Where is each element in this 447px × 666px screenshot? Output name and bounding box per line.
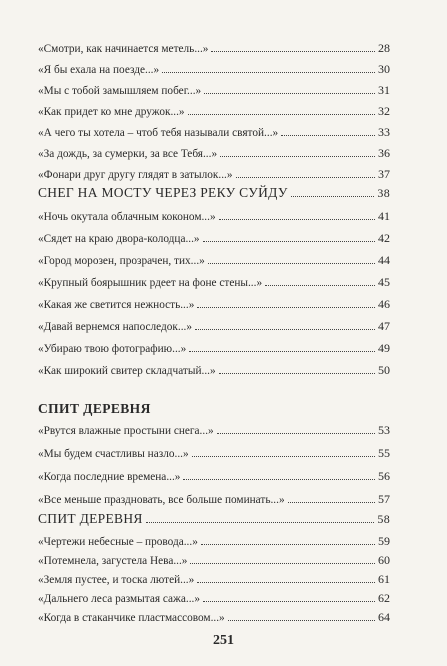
toc-entry-page: 45 — [378, 275, 390, 289]
dot-leader — [208, 253, 375, 264]
toc-entry — [38, 62, 390, 77]
toc-entry-page: 49 — [378, 341, 390, 355]
page-number: 251 — [213, 633, 234, 648]
dot-leader — [219, 209, 375, 220]
section-title: СПИТ ДЕРЕВНЯ — [38, 511, 143, 526]
toc-entry — [38, 319, 390, 334]
toc-entry-title: «Когда последние времена...» — [38, 471, 181, 483]
toc-entry-page: 50 — [378, 363, 390, 377]
toc-entry — [38, 209, 390, 224]
toc-entry — [38, 275, 390, 290]
dot-leader — [204, 83, 375, 94]
toc-entry — [38, 363, 390, 378]
toc-entry-page: 61 — [378, 572, 390, 586]
dot-leader — [228, 610, 375, 621]
toc-entry — [38, 146, 390, 161]
dot-leader — [265, 275, 375, 286]
dot-leader — [192, 446, 375, 457]
toc-entry-page: 30 — [378, 62, 390, 76]
toc-entry-title: «Как придет ко мне дружок...» — [38, 106, 185, 118]
section-title: СНЕГ НА МОСТУ ЧЕРЕЗ РЕКУ СУЙДУ — [38, 185, 288, 200]
toc-entry-title: «Мы будем счастливы назло...» — [38, 448, 189, 460]
toc-entry-title: «Как широкий свитер складчатый...» — [38, 365, 216, 377]
toc-entry — [38, 253, 390, 268]
toc-entry-page: 62 — [378, 591, 390, 605]
toc-entry — [38, 553, 390, 568]
dot-leader — [183, 469, 375, 480]
dot-leader — [217, 423, 375, 434]
toc-entry-title: «Чертежи небесные – провода...» — [38, 536, 198, 548]
toc-entry-title: «Когда в стаканчике пластмассовом...» — [38, 612, 225, 624]
toc-entry-page: 58 — [377, 512, 390, 526]
toc-entry-page: 36 — [378, 146, 390, 160]
toc-entry — [38, 534, 390, 549]
dot-leader — [201, 534, 375, 545]
toc-entry — [38, 125, 390, 140]
toc-entry-title: «За дождь, за сумерки, за все Тебя...» — [38, 148, 218, 160]
toc-entry-page: 53 — [378, 423, 390, 437]
toc-section-entry — [38, 512, 390, 526]
toc-entry-title: «А чего ты хотела – чтоб тебя называли святой...» — [38, 127, 279, 139]
toc-entry — [38, 83, 390, 98]
toc-entry-title: «Рвутся влажные простыни снега...» — [38, 425, 214, 437]
toc-entry-title: «Дальнего леса размытая сажа...» — [38, 593, 200, 605]
dot-leader — [189, 341, 375, 352]
toc-entry-page: 42 — [378, 231, 390, 245]
toc-entry-page: 37 — [378, 167, 390, 181]
toc-entry-title: «Давай вернемся напоследок...» — [38, 321, 193, 333]
dot-leader — [281, 125, 375, 136]
toc-entry-page: 32 — [378, 104, 390, 118]
dot-leader — [146, 512, 375, 523]
dot-leader — [188, 104, 375, 115]
toc-entry-page: 56 — [378, 469, 390, 483]
toc-entry-page: 59 — [378, 534, 390, 548]
toc-entry — [38, 572, 390, 587]
toc-entry — [38, 167, 390, 182]
toc-entry-title: «Потемнела, загустела Нева...» — [38, 555, 188, 567]
toc-entry — [38, 446, 390, 461]
toc-entry — [38, 104, 390, 119]
dot-leader — [203, 591, 375, 602]
toc-entry-title: «Земля пустее, и тоска лютей...» — [38, 574, 195, 586]
toc-entry — [38, 610, 390, 625]
dot-leader — [220, 146, 375, 157]
toc-entry-title: «Мы с тобой замышляем побег...» — [38, 85, 202, 97]
toc-entry-page: 46 — [378, 297, 390, 311]
toc-entry-title: «Крупный боярышник рдеет на фоне стены...» — [38, 277, 263, 289]
toc-entry-page: 57 — [378, 492, 390, 506]
dot-leader — [291, 186, 375, 197]
toc-entry-title: «Город морозен, прозрачен, тих...» — [38, 255, 205, 267]
toc-entry — [38, 341, 390, 356]
dot-leader — [203, 231, 375, 242]
toc-entry-page: 47 — [378, 319, 390, 333]
toc-entry-title: «Убираю твою фотографию...» — [38, 343, 187, 355]
toc-entry-page: 31 — [378, 83, 390, 97]
dot-leader — [288, 492, 375, 503]
toc-entry — [38, 231, 390, 246]
dot-leader — [190, 553, 375, 564]
dot-leader — [162, 62, 375, 73]
dot-leader — [236, 167, 375, 178]
toc-entry-page: 33 — [378, 125, 390, 139]
dot-leader — [197, 572, 375, 583]
toc-entry-page: 38 — [377, 186, 390, 200]
toc-entry-page: 64 — [378, 610, 390, 624]
toc-entry-page: 41 — [378, 209, 390, 223]
toc-entry — [38, 591, 390, 606]
dot-leader — [219, 363, 375, 374]
dot-leader — [211, 41, 375, 52]
toc-entry-page: 44 — [378, 253, 390, 267]
toc-entry-title: «Фонари друг другу глядят в затылок...» — [38, 169, 233, 181]
toc-entry-title: «Сядет на краю двора-колодца...» — [38, 233, 200, 245]
toc-entry-title: «Смотри, как начинается метель...» — [38, 43, 209, 55]
toc-entry-title: «Я бы ехала на поезде...» — [38, 64, 160, 76]
toc-entry-title: «Ночь окутала облачным коконом...» — [38, 211, 216, 223]
toc-entry — [38, 492, 390, 507]
toc-entry-page: 55 — [378, 446, 390, 460]
toc-entry — [38, 297, 390, 312]
toc-entry — [38, 469, 390, 484]
dot-leader — [195, 319, 375, 330]
toc-entry-title: «Все меньше праздновать, все больше поминать...» — [38, 494, 285, 506]
toc-entry — [38, 41, 390, 56]
toc-entry-title: «Какая же светится нежность...» — [38, 299, 195, 311]
toc-entry-page: 28 — [378, 41, 390, 55]
toc-entry-page: 60 — [378, 553, 390, 567]
toc-section-entry — [38, 186, 390, 200]
toc-entry — [38, 423, 390, 438]
section-heading: СПИТ ДЕРЕВНЯ — [38, 401, 151, 416]
dot-leader — [197, 297, 375, 308]
